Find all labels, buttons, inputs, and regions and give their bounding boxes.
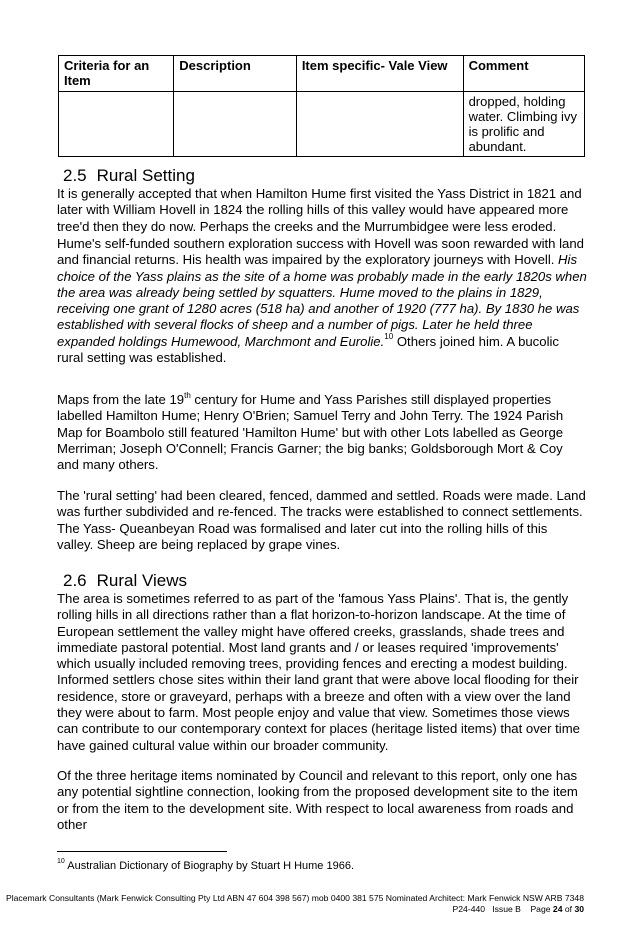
table-header-item-specific: Item specific- Vale View <box>296 56 463 92</box>
footer-page-total: 30 <box>574 904 584 914</box>
table-header-description: Description <box>174 56 297 92</box>
footer-page-of: of <box>562 904 575 914</box>
footnote-number: 10 <box>57 858 65 866</box>
paragraph-text: Others joined him. A bucolic rural setting was established. <box>57 333 559 366</box>
footer-issue: Issue B <box>492 904 521 914</box>
table-row <box>59 92 585 157</box>
footer-company: Placemark Consultants (Mark Fenwick Consulting Pty Ltd ABN 47 604 398 567) mob 0400 381 575 Nominated Architect: Mark Fenwick NSW ARB 7348 <box>6 893 584 903</box>
superscript: th <box>184 390 191 400</box>
paragraph: Of the three heritage items nominated by Council and relevant to this report, only one has any potential sightline connection, looking from the proposed development site to the item or from the item to the development site. With respect to local awareness from roads and other <box>57 768 578 832</box>
footer-page-prefix: Page <box>530 904 553 914</box>
table-cell-criteria <box>59 92 174 157</box>
table-header-criteria: Criteria for an Item <box>59 56 174 92</box>
section-heading-rural-views <box>63 571 187 591</box>
section-heading-rural-setting <box>63 166 195 186</box>
footer-project-ref: P24-440 <box>452 904 486 914</box>
paragraph <box>57 392 587 473</box>
table-cell-description <box>174 92 297 157</box>
paragraph-text: Maps from the late 19 <box>57 392 185 407</box>
footer-reference <box>453 904 584 915</box>
paragraph: It is generally accepted that when Hamilton Hume first visited the Yass District in 1821 and later with William Hovell in 1824 the rolling hills of this valley would have appeared more tree'd then they do now. Perhaps the creeks and the Murrumbidgee were less eroded. <box>57 186 582 234</box>
paragraph: The area is sometimes referred to as part of the 'famous Yass Plains'. That is, the gently rolling hills in all directions rather than a flat horizon-to-horizon landscape. At the time of European settlement the valley might have offered creeks, grasslands, shade trees and immediate pastoral potential. Most land grants and / or leases required 'improvements' which usually included removing trees, providing fences and erecting a modest building. Informed settlers chose sites within their land grant that were above local flooding for their residence, store or graveyard, perhaps with a breeze and often with a view over the land they were about to farm. Most people enjoy and value that view. Sometimes those views can contribute to our contemporary context for places (heritage listed items) that over time have gained cultural value within our broader community. <box>57 591 580 753</box>
table-cell-comment: dropped, holding water. Climbing ivy is prolific and abundant. <box>463 92 584 157</box>
section-title: Rural Setting <box>96 166 195 185</box>
paragraph-text: century for Hume and Yass Parishes still displayed properties labelled Hamilton Hume; Henry O'Brien; Samuel Terry and John Terry. The 1924 Parish Map for Boambolo still featured 'Hamilton Hume' but with other Lots labelled as George Merriman; Joseph O'Connell; Francis Garner; the big banks; Goldsborough Mort & Coy and many others. <box>57 392 564 473</box>
table-header-comment: Comment <box>463 56 584 92</box>
paragraph <box>57 236 587 366</box>
footnote-text: Australian Dictionary of Biography by Stuart H Hume 1966. <box>64 860 354 872</box>
footnote <box>57 860 354 873</box>
section-number: 2.5 <box>63 166 87 185</box>
criteria-table <box>58 55 585 157</box>
paragraph-text: Hume's self-funded southern exploration success with Hovell was soon rewarded with land and financial returns. His health was impaired by the exploratory journeys with Hovell. <box>57 236 584 268</box>
footnote-ref[interactable]: 10 <box>384 332 394 342</box>
paragraph: The 'rural setting' had been cleared, fenced, dammed and settled. Roads were made. Land was further subdivided and re-fenced. The tracks were established to connect settlements. The Yass- Queanbeyan Road was formalised and later cut into the rolling hills of this valley. Sheep are being replaced by grape vines. <box>57 488 586 552</box>
section-title: Rural Views <box>96 571 188 590</box>
footer-page-number: 24 <box>552 904 563 914</box>
section-number: 2.6 <box>63 571 87 590</box>
table-header-row <box>59 56 585 92</box>
table-cell-item-specific <box>296 92 463 157</box>
quoted-text: His choice of the Yass plains as the site of a home was probably made in the early 1820s when the area was already being settled by squatters. Hume moved to the plains in 1829, receiving one grant of 1280 acres (518 ha) and another of 1920 (777 ha). By 1830 he was established with several flocks of sheep and a number of pigs. Later he held three expanded holdings Humewood, Marchmont and Eurolie. <box>57 252 587 349</box>
footnote-divider <box>57 851 227 852</box>
